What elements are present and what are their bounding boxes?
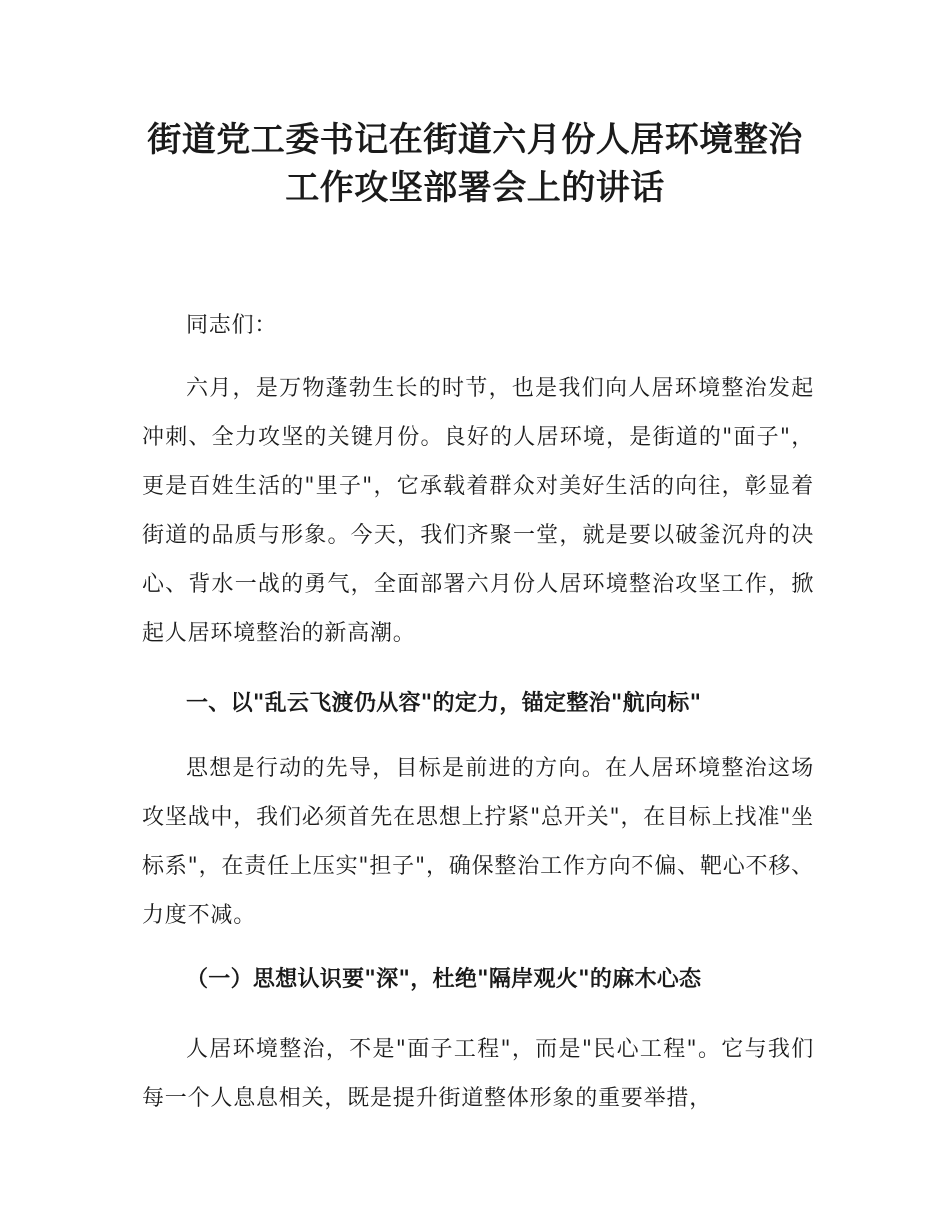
- document-title-line-1: 街道党工委书记在街道六月份人居环境整治: [147, 120, 803, 160]
- salutation: 同志们：: [186, 313, 278, 338]
- section-heading-1: 一、以"乱云飞渡仍从容"的定力，锚定整治"航向标": [186, 691, 702, 716]
- paragraph-intro: 六月，是万物蓬勃生长的时节，也是我们向人居环境整治发起冲刺、全力攻坚的关键月份。良好的人居环境，是街道的"面子"，更是百姓生活的"里子"，它承载着群众对美好生活的向往，彰显着街道的品质与形象。今天，我们齐聚一堂，就是要以破釜沉舟的决心、背水一战的勇气，全面部署六月份人居环境整治攻坚工作，掀起人居环境整治的新高潮。: [142, 376, 814, 646]
- paragraph-subsection-1: 人居环境整治，不是"面子工程"，而是"民心工程"。它与我们每一个人息息相关，既是提升街道整体形象的重要举措，: [142, 1037, 814, 1111]
- paragraph-section-1: 思想是行动的先导，目标是前进的方向。在人居环境整治这场攻坚战中，我们必须首先在思想上拧紧"总开关"，在目标上找准"坐标系"，在责任上压实"担子"，确保整治工作方向不偏、靶心不移、力度不减。: [142, 756, 814, 928]
- document-title-line-2: 工作攻坚部署会上的讲话: [285, 168, 665, 208]
- subsection-heading-1: （一）思想认识要"深"，杜绝"隔岸观火"的麻木心态: [186, 967, 702, 992]
